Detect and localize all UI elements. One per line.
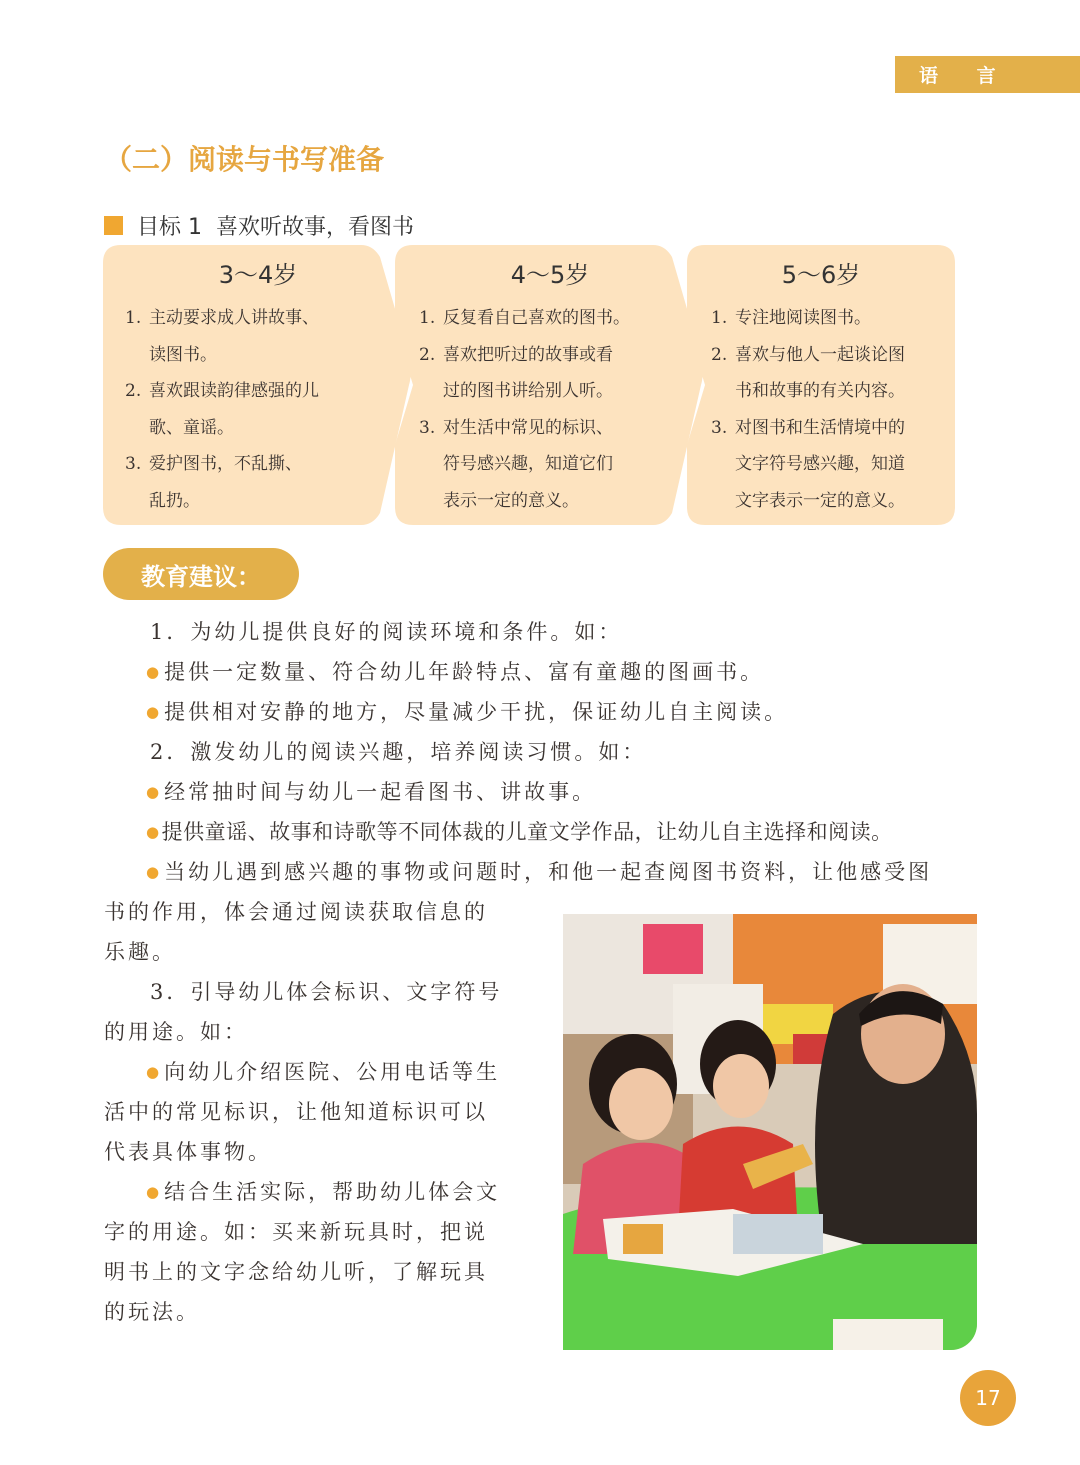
paragraph-line: 的用途。如： (104, 1020, 248, 1044)
goal-square-icon (104, 216, 123, 235)
paragraph-line: 1．为幼儿提供良好的阅读环境和条件。如： (150, 620, 623, 644)
paragraph-line: 书的作用，体会通过阅读获取信息的 (104, 900, 488, 924)
paragraph-line: 代表具体事物。 (104, 1140, 272, 1164)
paragraph-line: 的玩法。 (104, 1300, 200, 1324)
bullet-line: ● 提供相对安静的地方，尽量减少干扰，保证幼儿自主阅读。 (104, 692, 984, 732)
goal-text: 喜欢听故事，看图书 (216, 215, 415, 240)
paragraph-line: 活中的常见标识，让他知道标识可以 (104, 1100, 488, 1124)
paragraph-line: 2．激发幼儿的阅读兴趣，培养阅读习惯。如： (150, 740, 647, 764)
bullet-line: ● 结合生活实际，帮助幼儿体会文 (104, 1172, 576, 1212)
goal-label: 目标 1 (137, 215, 202, 240)
bullet-line: ● 当幼儿遇到感兴趣的事物或问题时，和他一起查阅图书资料，让他感受图 (104, 852, 984, 892)
age-label: 5～6岁 (781, 261, 861, 289)
age-box-3-4 (103, 245, 413, 525)
list-item: 2. 喜欢与他人一起谈论图 书和故事的有关内容。 (711, 344, 905, 401)
paragraph-line: 明书上的文字念给幼儿听，了解玩具 (104, 1260, 488, 1284)
page-number: 17 (960, 1370, 1016, 1426)
edu-heading-badge: 教育建议： (103, 548, 299, 600)
age-box-4-5 (395, 245, 705, 525)
paragraph-line: 3．引导幼儿体会标识、文字符号 (150, 980, 503, 1004)
list-item: 3. 对生活中常见的标识、 符号感兴趣，知道它们 表示一定的意义。 (419, 417, 613, 511)
section-title: （二）阅读与书写准备 (104, 143, 385, 176)
paragraph-line: 乐趣。 (104, 940, 176, 964)
bullet-line: ● 向幼儿介绍医院、公用电话等生 (104, 1052, 576, 1092)
age-label: 4～5岁 (510, 261, 590, 289)
list-item: 1. 专注地阅读图书。 (711, 308, 871, 328)
bullet-line: ● 提供一定数量、符合幼儿年龄特点、富有童趣的图画书。 (104, 652, 984, 692)
bullet-line: ● 经常抽时间与幼儿一起看图书、讲故事。 (104, 772, 984, 812)
age-label: 3～4岁 (218, 261, 298, 289)
list-item: 2. 喜欢跟读韵律感强的儿 歌、童谣。 (125, 381, 319, 438)
list-item: 3. 对图书和生活情境中的 文字符号感兴趣，知道 文字表示一定的意义。 (711, 417, 905, 511)
subject-tag: 语 言 (895, 56, 1080, 93)
list-item: 2. 喜欢把听过的故事或看 过的图书讲给别人听。 (419, 344, 613, 401)
age-box-5-6 (687, 245, 955, 525)
paragraph-line: 字的用途。如：买来新玩具时，把说 (104, 1220, 488, 1244)
classroom-reading-photo (563, 914, 977, 1350)
list-item: 1. 主动要求成人讲故事、 读图书。 (125, 308, 319, 365)
list-item: 3. 爱护图书，不乱撕、 乱扔。 (125, 454, 302, 511)
bullet-line: ● 提供童谣、故事和诗歌等不同体裁的儿童文学作品，让幼儿自主选择和阅读。 (104, 812, 984, 852)
goal-heading (104, 210, 414, 241)
list-item: 1. 反复看自己喜欢的图书。 (419, 308, 630, 328)
